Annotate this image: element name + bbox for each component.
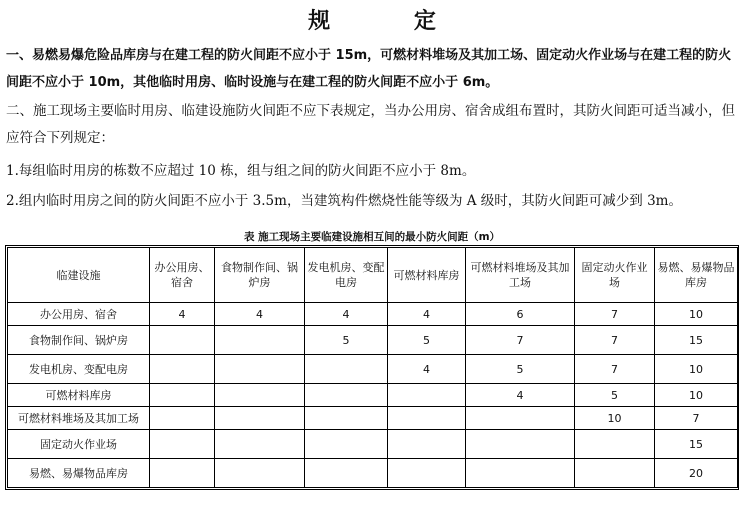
page-title: 规 定 [308,9,474,34]
distance-cell [215,355,305,384]
distance-cell [215,326,305,355]
header-cell: 固定动火作业场 [575,248,655,303]
distance-cell: 4 [388,355,466,384]
distance-cell [305,384,388,407]
distance-cell [215,407,305,430]
distance-cell [575,430,655,459]
distance-cell: 15 [655,430,738,459]
distance-cell [215,384,305,407]
distance-cell: 4 [388,303,466,326]
distance-cell [388,407,466,430]
table-header-row [8,248,738,303]
distance-cell: 4 [305,303,388,326]
header-cell: 临建设施 [8,248,150,303]
distance-cell [388,430,466,459]
distance-cell [466,430,575,459]
distance-cell: 5 [575,384,655,407]
distance-cell [150,326,215,355]
distance-cell [305,407,388,430]
distance-cell: 7 [655,407,738,430]
row-label-cell: 可燃材料堆场及其加工场 [8,407,150,430]
distance-cell: 7 [575,355,655,384]
row-label-cell: 易燃、易爆物品库房 [8,459,150,488]
distance-cell [575,459,655,488]
distance-cell [150,407,215,430]
distance-cell [305,355,388,384]
distance-cell [388,459,466,488]
paragraph-4: 2.组内临时用房之间的防火间距不应小于 3.5m，当建筑构件燃烧性能等级为 A 级时，其防火间距可减少到 3m。 [6,193,682,209]
distance-cell: 5 [466,355,575,384]
row-label-cell: 办公用房、宿舍 [8,303,150,326]
row-label-cell: 食物制作间、锅炉房 [8,326,150,355]
fire-distance-table [7,247,738,488]
header-cell: 可燃材料库房 [388,248,466,303]
paragraph-3: 1.每组临时用房的栋数不应超过 10 栋，组与组之间的防火间距不应小于 8m。 [6,163,476,179]
distance-cell [305,459,388,488]
distance-cell [466,407,575,430]
distance-cell: 7 [575,303,655,326]
distance-cell [150,430,215,459]
distance-cell: 20 [655,459,738,488]
distance-cell: 10 [575,407,655,430]
header-cell: 办公用房、宿舍 [150,248,215,303]
header-cell: 食物制作间、锅炉房 [215,248,305,303]
header-cell: 可燃材料堆场及其加工场 [466,248,575,303]
distance-cell [466,459,575,488]
distance-cell [150,355,215,384]
distance-cell [305,430,388,459]
table-row [8,430,738,459]
distance-cell [388,384,466,407]
row-label-cell: 固定动火作业场 [8,430,150,459]
distance-cell [150,459,215,488]
table-row [8,303,738,326]
distance-cell: 4 [150,303,215,326]
distance-cell: 4 [466,384,575,407]
distance-cell: 7 [575,326,655,355]
distance-cell: 10 [655,303,738,326]
row-label-cell: 发电机房、变配电房 [8,355,150,384]
table-row [8,407,738,430]
header-cell: 易燃、易爆物品库房 [655,248,738,303]
table-row [8,326,738,355]
distance-cell: 15 [655,326,738,355]
table-caption: 表 施工现场主要临建设施相互间的最小防火间距（m） [243,231,501,243]
distance-cell: 10 [655,384,738,407]
table-row [8,384,738,407]
paragraph-1: 一、易燃易爆危险品库房与在建工程的防火间距不应小于 15m，可燃材料堆场及其加工场、固定动火作业场与在建工程的防火间距不应小于 10m，其他临时用房、临时设施与在建工程的防火间距不应小于 6m。 [6,48,732,90]
distance-cell: 7 [466,326,575,355]
distance-cell [215,430,305,459]
table-row [8,355,738,384]
header-cell: 发电机房、变配电房 [305,248,388,303]
table-row [8,459,738,488]
distance-cell [150,384,215,407]
distance-cell: 10 [655,355,738,384]
distance-cell [215,459,305,488]
distance-cell: 6 [466,303,575,326]
distance-cell: 4 [215,303,305,326]
row-label-cell: 可燃材料库房 [8,384,150,407]
distance-cell: 5 [305,326,388,355]
distance-cell: 5 [388,326,466,355]
paragraph-2: 二、施工现场主要临时用房、临建设施防火间距不应下表规定，当办公用房、宿舍成组布置时，其防火间距可适当减小，但应符合下列规定： [6,103,735,146]
